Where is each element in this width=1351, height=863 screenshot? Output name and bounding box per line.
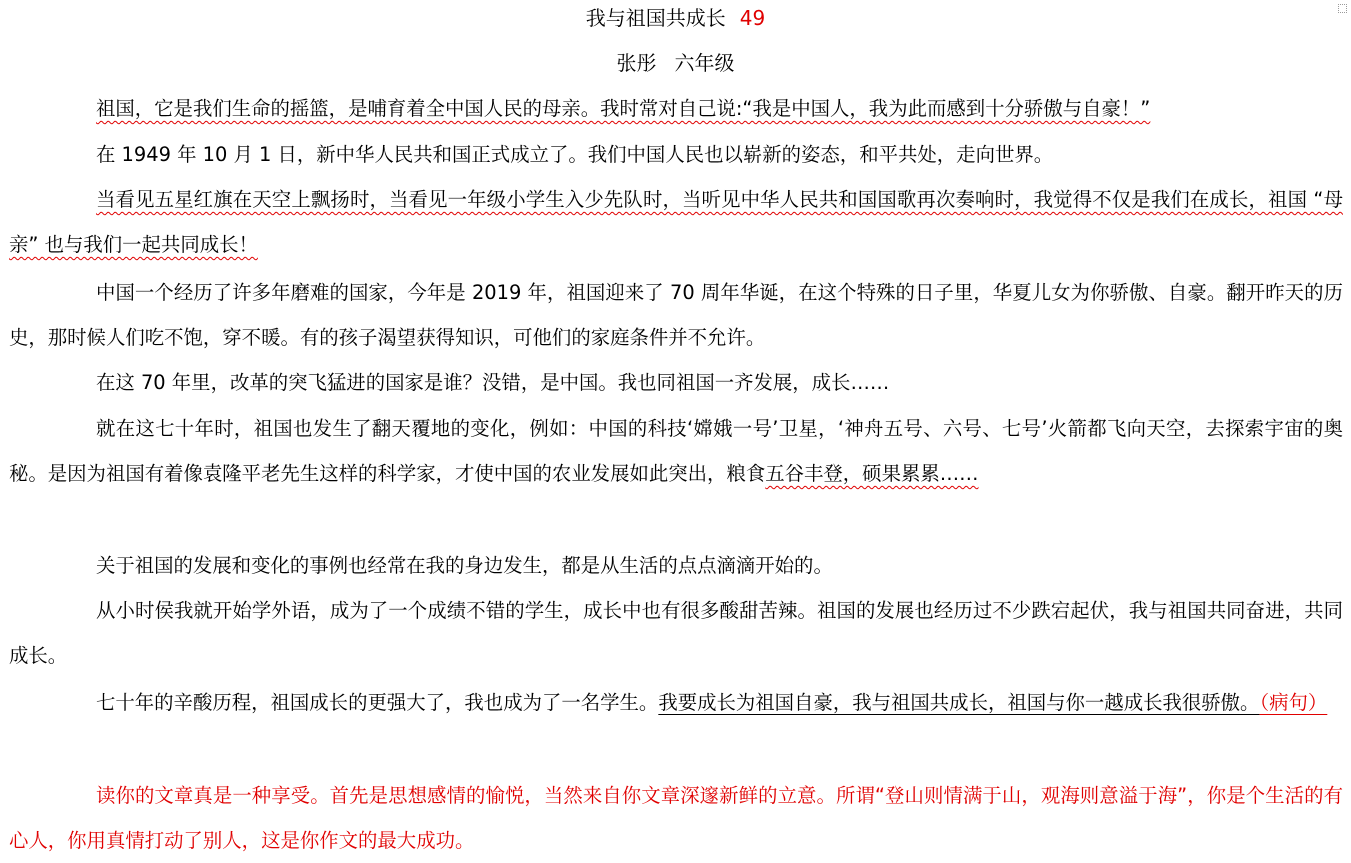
paragraph-7-text: 关于祖国的发展和变化的事例也经常在我的身边发生，都是从生活的点点滴滴开始的。 [96,554,833,577]
teacher-comment [9,773,1343,863]
essay-title-line [0,3,1351,33]
author-line [0,48,1351,78]
paragraph-7 [9,543,1343,588]
paragraph-6-text: 就在这七十年时，祖国也发生了翻天覆地的变化，例如：中国的科技‘嫦娥一号’卫星，‘神舟五号、六号、七号’火箭都飞向天空，去探索宇宙的奥秘。是因为祖国有着像袁隆平老先生这样的科学家，才使中国的农业发展如此突出，粮食 [9,417,1343,485]
paragraph-5 [9,360,1343,405]
paragraph-3-text: 当看见五星红旗在天空上飘扬时，当看见一年级小学生入少先队时，当听见中华人民共和国国歌再次奏响时，我觉得不仅是我们在成长，祖国 “母亲” 也与我们一起共同成长！ [9,188,1343,256]
author-grade: 六年级 [674,51,735,75]
paragraph-4-text: 中国一个经历了许多年磨难的国家，今年是 2019 年，祖国迎来了 70 周年华诞，在这个特殊的日子里，华夏儿女为你骄傲、自豪。翻开昨天的历史，那时候人们吃不饱，穿不暖。有的孩子渴望获得知识，可他们的家庭条件并不允许。 [9,281,1343,349]
paragraph-8-text: 从小时侯我就开始学外语，成为了一个成绩不错的学生，成长中也有很多酸甜苦辣。祖国的发展也经历过不少跌宕起伏，我与祖国共同奋进，共同成长。 [9,599,1343,667]
essay-score: 49 [739,6,766,30]
author-name: 张彤 [616,51,657,75]
paragraph-2 [9,132,1343,177]
paragraph-6-marked-phrase: 五谷丰登，硕果累累…… [765,462,979,485]
sick-sentence-annotation: （病句） [1259,691,1328,714]
paragraph-5-text: 在这 70 年里，改革的突飞猛进的国家是谁？没错，是中国。我也同祖国一齐发展，成长…… [96,371,890,394]
paragraph-6 [9,406,1343,496]
paragraph-2-text: 在 1949 年 10 月 1 日，新中华人民共和国正式成立了。我们中国人民也以崭新的姿态，和平共处，走向世界。 [96,143,1054,166]
paragraph-9-marked-sentence: 我要成长为祖国自豪，我与祖国共成长，祖国与你一越成长我很骄傲。 [658,691,1260,714]
paragraph-1 [9,86,1343,131]
paragraph-9 [9,680,1343,725]
paragraph-8 [9,588,1343,678]
teacher-comment-text: 读你的文章真是一种享受。首先是思想感情的愉悦，当然来自你文章深邃新鲜的立意。所谓“登山则情满于山，观海则意溢于海”，你是个生活的有心人，你用真情打动了别人，这是你作文的最大成功。 [9,784,1343,852]
paragraph-9-text: 七十年的辛酸历程，祖国成长的更强大了，我也成为了一名学生。 [96,691,659,714]
paragraph-4 [9,270,1343,360]
essay-title: 我与祖国共成长 [585,6,726,30]
paragraph-3 [9,177,1343,267]
paragraph-1-text: 祖国，它是我们生命的摇篮，是哺育着全中国人民的母亲。我时常对自己说:“我是中国人，我为此而感到十分骄傲与自豪！” [96,97,1151,120]
